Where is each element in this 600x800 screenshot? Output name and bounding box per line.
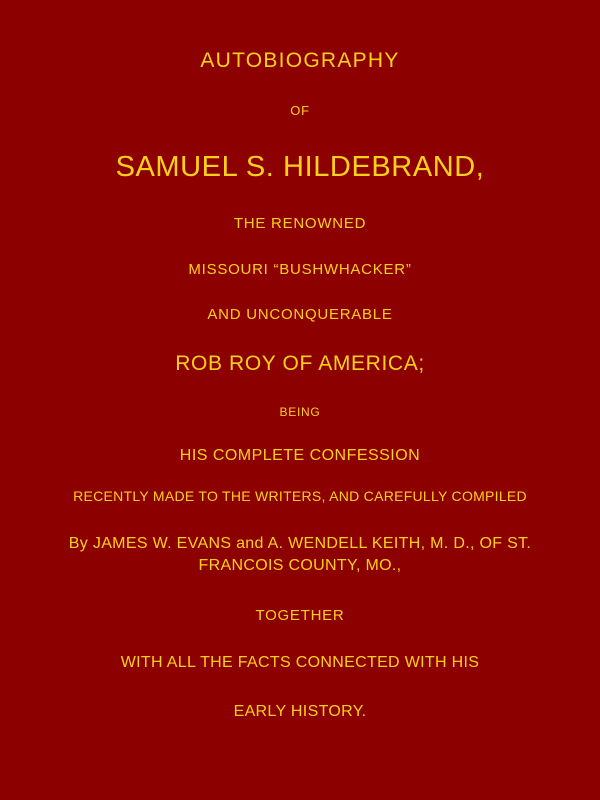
epithet-unconquerable: AND UNCONQUERABLE [207,306,393,324]
epithet-renowned: THE RENOWNED [233,214,367,232]
title-connector-together: TOGETHER [255,606,345,624]
epithet-rob-roy-of-america: ROB ROY OF AMERICA; [175,352,425,375]
subtitle-compilation-note: RECENTLY MADE TO THE WRITERS, AND CAREFULLY COMPILED [73,488,527,505]
epithet-bushwhacker: MISSOURI “BUSHWHACKER” [188,260,412,278]
title-connector-of: OF [290,103,310,119]
title-connector-being: BEING [279,405,321,420]
subject-name: SAMUEL S. HILDEBRAND, [115,150,485,183]
page-title: AUTOBIOGRAPHY [200,49,400,72]
subtitle-complete-confession: HIS COMPLETE CONFESSION [179,447,421,465]
subtitle-early-history: EARLY HISTORY. [233,703,367,721]
subtitle-facts-line: WITH ALL THE FACTS CONNECTED WITH HIS [120,654,480,672]
authors-byline: By JAMES W. EVANS and A. WENDELL KEITH, M. D., OF ST. FRANCOIS COUNTY, MO., [68,535,532,575]
